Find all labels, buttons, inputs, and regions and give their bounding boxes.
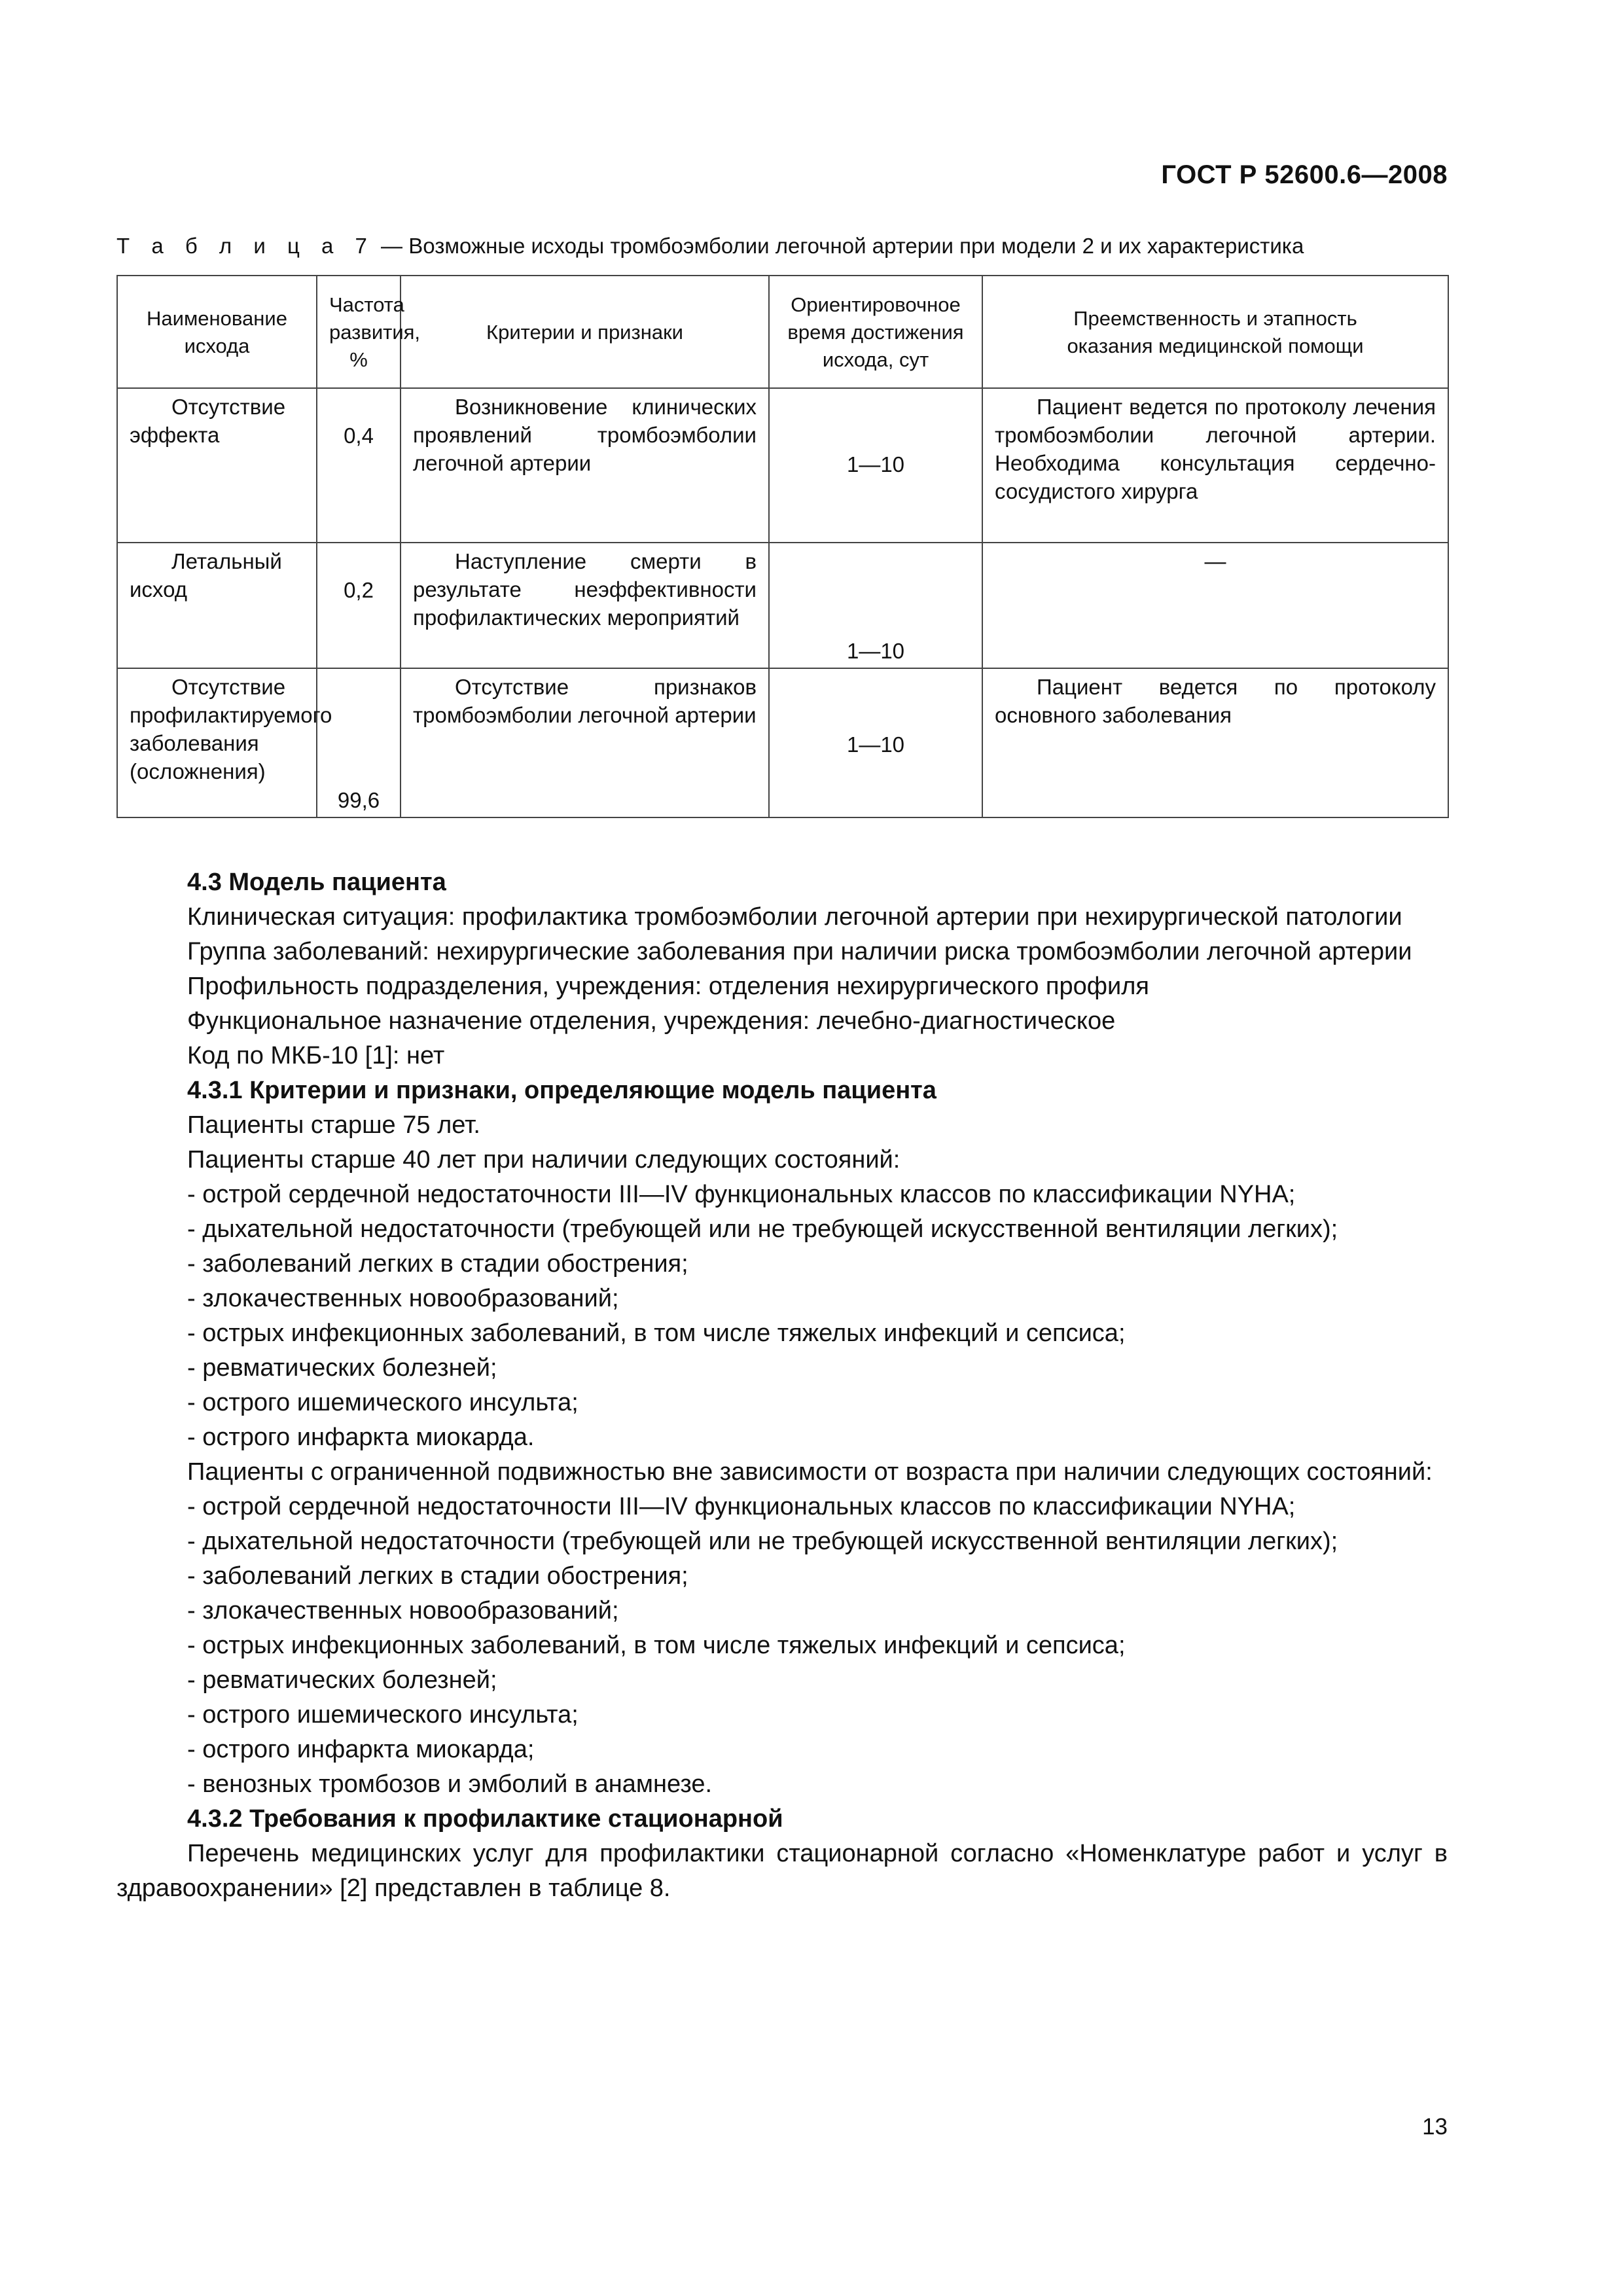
cell-care: — <box>982 543 1448 668</box>
list-item: - острой сердечной недостаточности III—IV функциональных классов по классификации NYHA; <box>187 1181 1296 1208</box>
list-item: - острого инфаркта миокарда; <box>187 1736 535 1763</box>
outcomes-table <box>116 275 1449 818</box>
cell-name: Летальный исход <box>117 543 317 668</box>
cell-name: Отсутствие профилактируемого заболевания (осложнения) <box>117 668 317 817</box>
table-row <box>117 388 1448 543</box>
cell-time: 1—10 <box>769 543 982 668</box>
table-row <box>117 543 1448 668</box>
list-item: - острых инфекционных заболеваний, в том числе тяжелых инфекций и сепсиса; <box>187 1632 1126 1659</box>
column-header-name: Наименование исхода <box>117 276 317 388</box>
cell-frequency: 0,2 <box>317 543 401 668</box>
page-number: 13 <box>1422 2114 1448 2140</box>
column-header-care: Преемственность и этапность оказания медицинской помощи <box>982 276 1448 388</box>
paragraph: Перечень медицинских услуг для профилактики стационарной согласно «Номенклатуре работ и услуг в здравоохранении» [2] представлен в таблице 8. <box>116 1840 1448 1902</box>
list-item: - злокачественных новообразований; <box>187 1597 619 1624</box>
paragraph: Клиническая ситуация: профилактика тромбоэмболии легочной артерии при нехирургической патологии <box>187 903 1402 931</box>
cell-time: 1—10 <box>769 668 982 817</box>
list-item: - острых инфекционных заболеваний, в том числе тяжелых инфекций и сепсиса; <box>187 1319 1126 1347</box>
paragraph: Функциональное назначение отделения, учреждения: лечебно-диагностическое <box>187 1007 1116 1035</box>
list-item: - ревматических болезней; <box>187 1354 497 1382</box>
paragraph: Пациенты старше 40 лет при наличии следующих состояний: <box>187 1146 901 1174</box>
paragraph: Пациенты старше 75 лет. <box>187 1111 480 1139</box>
table-caption-text: — Возможные исходы тромбоэмболии легочной артерии при модели 2 и их характеристика <box>374 234 1304 258</box>
list-item: - злокачественных новообразований; <box>187 1285 619 1312</box>
section-heading: 4.3.2 Требования к профилактике стационарной <box>187 1805 783 1833</box>
cell-frequency: 99,6 <box>317 668 401 817</box>
table-caption-label: Т а б л и ц а 7 <box>116 234 375 258</box>
paragraph: Код по МКБ-10 [1]: нет <box>187 1042 445 1069</box>
table-header-row <box>117 276 1448 388</box>
paragraph: Профильность подразделения, учреждения: отделения нехирургического профиля <box>187 973 1149 1000</box>
list-item: - острой сердечной недостаточности III—IV функциональных классов по классификации NYHA; <box>187 1493 1296 1520</box>
cell-criteria: Отсутствие признаков тромбоэмболии легочной артерии <box>401 668 769 817</box>
table-caption <box>116 234 1304 259</box>
paragraph: Группа заболеваний: нехирургические заболевания при наличии риска тромбоэмболии легочной артерии <box>187 938 1412 965</box>
list-item: - острого ишемического инсульта; <box>187 1701 579 1729</box>
list-item: - дыхательной недостаточности (требующей или не требующей искусственной вентиляции легких); <box>187 1215 1338 1243</box>
column-header-frequency: Частота развития, % <box>317 276 401 388</box>
section-heading: 4.3.1 Критерии и признаки, определяющие модель пациента <box>187 1077 936 1104</box>
document-body <box>116 865 1448 1906</box>
cell-criteria: Возникновение клинических проявлений тромбоэмболии легочной артерии <box>401 388 769 543</box>
column-header-time: Ориентировочное время достижения исхода, сут <box>769 276 982 388</box>
paragraph: Пациенты с ограниченной подвижностью вне зависимости от возраста при наличии следующих состояний: <box>187 1458 1433 1486</box>
document-code: ГОСТ Р 52600.6—2008 <box>1161 160 1448 189</box>
list-item: - острого ишемического инсульта; <box>187 1389 579 1416</box>
column-header-criteria: Критерии и признаки <box>401 276 769 388</box>
table-row <box>117 668 1448 817</box>
list-item: - венозных тромбозов и эмболий в анамнезе. <box>187 1770 713 1798</box>
cell-time: 1—10 <box>769 388 982 543</box>
cell-frequency: 0,4 <box>317 388 401 543</box>
cell-care: Пациент ведется по протоколу основного заболевания <box>982 668 1448 817</box>
list-item: - ревматических болезней; <box>187 1666 497 1694</box>
cell-name: Отсутствие эффекта <box>117 388 317 543</box>
cell-criteria: Наступление смерти в результате неэффективности профилактических мероприятий <box>401 543 769 668</box>
list-item: - заболеваний легких в стадии обострения; <box>187 1250 688 1278</box>
section-heading: 4.3 Модель пациента <box>187 869 446 896</box>
cell-care: Пациент ведется по протоколу лечения тромбоэмболии легочной артерии. Необходима консультация сердечно-сосудистого хирурга <box>982 388 1448 543</box>
list-item: - заболеваний легких в стадии обострения; <box>187 1562 688 1590</box>
list-item: - острого инфаркта миокарда. <box>187 1424 535 1451</box>
list-item: - дыхательной недостаточности (требующей или не требующей искусственной вентиляции легких); <box>187 1528 1338 1555</box>
